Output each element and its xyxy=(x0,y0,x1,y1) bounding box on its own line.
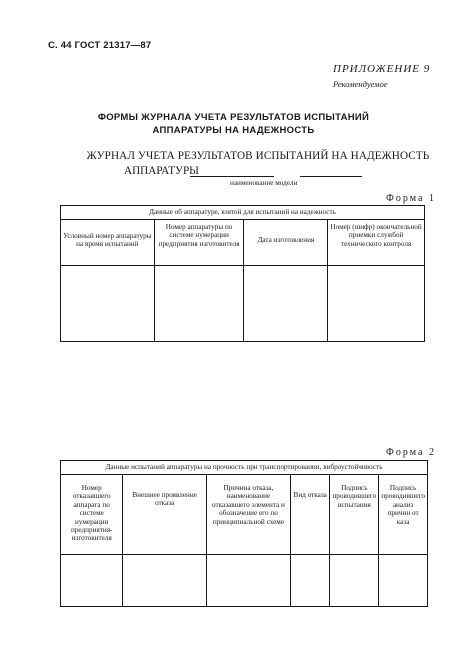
form1-table xyxy=(60,205,425,342)
model-name-blank xyxy=(190,176,274,177)
form1-col-manufacture-date: Дата изготовления xyxy=(244,220,328,266)
form2-table xyxy=(60,460,428,607)
document-title-line1: ФОРМЫ ЖУРНАЛА УЧЕТА РЕЗУЛЬТАТОВ ИСПЫТАНИЙ xyxy=(97,112,370,123)
form1-col-conditional-number: Условный номер аппаратуры на время испытаний xyxy=(61,220,155,266)
model-name-caption: наименование модели xyxy=(230,179,298,187)
form1-empty-cell xyxy=(61,266,155,342)
document-title-line2: АППАРАТУРЫ НА НАДЕЖНОСТЬ xyxy=(152,125,315,136)
journal-title-line1: ЖУРНАЛ УЧЕТА РЕЗУЛЬТАТОВ ИСПЫТАНИЙ НА НАДЕЖНОСТЬ xyxy=(86,150,430,162)
form2-label: Форма 2 xyxy=(386,447,436,458)
appendix-status: Рекомендуемое xyxy=(333,79,388,89)
form1-empty-cell xyxy=(328,266,425,342)
journal-title-line2: АППАРАТУРЫ xyxy=(124,165,199,177)
form2-col-failure-manifestation: Внешнее проявление отказа xyxy=(123,475,206,555)
form1-label: Форма 1 xyxy=(386,193,436,204)
form2-empty-cell xyxy=(61,555,123,607)
page-header: С. 44 ГОСТ 21317—87 xyxy=(48,40,152,51)
form1-col-manufacturer-number: Номер аппаратуры по системе нумерации предприятия изготовителя xyxy=(154,220,244,266)
form1-empty-cell xyxy=(244,266,328,342)
form2-col-tester-signature: Подпись проводившего испытания xyxy=(330,475,379,555)
form2-empty-cell xyxy=(206,555,290,607)
form1-span-header: Данные об аппаратуре, взятой для испытаний на надежность xyxy=(61,206,425,220)
model-name-blank-2 xyxy=(300,176,362,177)
form2-empty-cell xyxy=(379,555,428,607)
form2-col-failed-unit-number: Номер отказавшего аппарата по системе нумерации предприятия-изготовителя xyxy=(61,475,123,555)
form1-col-acceptance-number: Номер (шифр) окончательной приемки службой технического контроля xyxy=(328,220,425,266)
form2-col-failure-cause: Причина отказа, наименование отказавшего элемента и обозначение его по принципиальной схеме xyxy=(206,475,290,555)
form1-empty-cell xyxy=(154,266,244,342)
form2-span-header: Данные испытаний аппаратуры на прочность при транспортировании, виброустойчивость xyxy=(61,461,428,475)
form2-col-failure-type: Вид отказа xyxy=(290,475,329,555)
form2-col-analyst-signature: Подпись проводившего анализ причин от каза xyxy=(379,475,428,555)
form2-empty-cell xyxy=(330,555,379,607)
appendix-label: ПРИЛОЖЕНИЕ 9 xyxy=(333,63,431,75)
form2-empty-cell xyxy=(290,555,329,607)
form2-empty-cell xyxy=(123,555,206,607)
